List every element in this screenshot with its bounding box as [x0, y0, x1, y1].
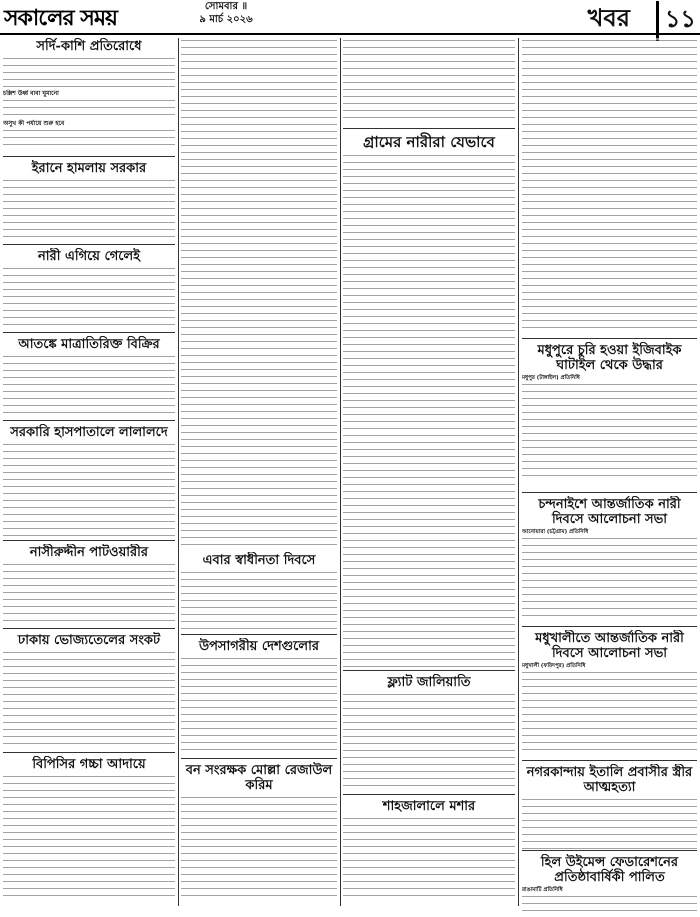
article-headline: নগরকান্দায় ইতালি প্রবাসীর স্ত্রীর আত্মহত্যা [526, 765, 693, 795]
article-body [3, 562, 175, 626]
article-body [181, 38, 337, 546]
article-body [3, 650, 175, 750]
article-headline: আতঙ্কে মাত্রাতিরিক্ত বিক্রির [18, 337, 160, 352]
column-divider [178, 38, 179, 906]
article-body [181, 656, 337, 756]
article-body [522, 670, 697, 750]
article-body [181, 795, 337, 902]
article-subhead: চল্লিশ উর্ধ্ব বাবা ঘুমানো [3, 90, 59, 97]
article-headline: এবার স্বাধীনতা দিবসে [202, 553, 316, 568]
issue-date: ৯ মার্চ ২০২৬ [199, 14, 253, 25]
article-body [343, 692, 515, 792]
article-dateline: মধুখালী (ফরিদপুর) প্রতিনিধি [522, 663, 586, 669]
article [181, 552, 337, 635]
article-body [3, 774, 175, 902]
article-headline: গ্রামের নারীরা যেভাবে [363, 133, 495, 151]
article-body [3, 56, 175, 90]
article-body [343, 153, 515, 667]
masthead [0, 0, 700, 35]
page-number: ১১ [656, 1, 696, 41]
article-body [522, 38, 697, 334]
article [3, 336, 175, 421]
article-headline: বিপিসির গচ্চা আদায়ে [32, 757, 146, 772]
article-headline: মধুখালীতে আন্তর্জাতিক নারী দিবসে আলোচনা সভা [535, 631, 684, 661]
article-headline: হিল উইমেন্স ফেডারেশনের প্রতিষ্ঠাবার্ষিকী পালিত [540, 855, 679, 885]
article [522, 630, 697, 761]
article-body [3, 98, 175, 120]
article-headline: নারী এগিয়ে গেলেই [38, 249, 140, 264]
article-headline: ইরানে হামলায় সরকার [31, 161, 147, 176]
article [3, 424, 175, 541]
article-headline: ঢাকায় ভোজ্যতেলের সংকট [17, 633, 161, 648]
article-body [181, 570, 337, 630]
article [522, 38, 697, 339]
article-subhead: অসুখ কী পর্যায়ে শুরু হবে [3, 120, 65, 127]
article [343, 674, 515, 795]
article-body [522, 894, 697, 912]
article [181, 38, 337, 550]
article [522, 764, 697, 851]
column-divider [340, 38, 341, 906]
article [3, 756, 175, 906]
article [343, 38, 515, 129]
section-title: খবর [587, 3, 630, 32]
article-body [3, 178, 175, 242]
article-dateline: আনোয়ারা (চট্টগ্রাম) প্রতিনিধি [522, 529, 589, 535]
article [3, 38, 175, 157]
left-column [3, 38, 175, 909]
article-body [522, 382, 697, 482]
article [522, 342, 697, 493]
article [181, 762, 337, 902]
article [3, 632, 175, 753]
article-body [522, 797, 697, 851]
article [522, 496, 697, 627]
article-headline: সরকারি হাসপাতালে লালালদে [10, 425, 168, 440]
center-column [343, 38, 515, 909]
article-headline: মধুপুরে চুরি হওয়া ইজিবাইক ঘাটাইল থেকে উদ্ধার [537, 343, 682, 373]
article [3, 544, 175, 629]
article-dateline: রাঙামাটি প্রতিনিধি [522, 887, 563, 893]
article-headline: বন সংরক্ষক মোল্লা রেজাউল করিম [185, 763, 333, 793]
issue-day: সোমবার ॥ [204, 1, 248, 12]
article-headline: নাসীরুদ্দীন পাটওয়ারীর [29, 545, 149, 560]
article-dateline: মধুপুর (টাঙ্গাইল) প্রতিনিধি [522, 375, 580, 381]
article [181, 638, 337, 759]
article-body [522, 536, 697, 616]
article-headline: উপসাগরীয় দেশগুলোর [198, 639, 320, 654]
right-column [522, 38, 697, 917]
article-body [3, 128, 175, 146]
article-headline: শাহজালালে মশার [382, 799, 476, 814]
newspaper-logo: সকালের সময় [4, 5, 118, 31]
article [522, 854, 697, 914]
article-body [3, 266, 175, 330]
article-headline: সর্দি-কাশি প্রতিরোধে [36, 39, 142, 54]
article [3, 160, 175, 245]
article-body [3, 442, 175, 538]
column-divider [518, 38, 519, 906]
article [343, 798, 515, 906]
article-headline: ফ্ল্যাট জালিয়াতি [387, 675, 471, 690]
article-body [343, 816, 515, 902]
article-body [3, 354, 175, 418]
middle-lower [181, 552, 337, 905]
middle-column [181, 38, 337, 553]
article [3, 248, 175, 333]
article-headline: চন্দনাইশে আন্তর্জাতিক নারী দিবসে আলোচনা সভা [538, 497, 681, 527]
article [343, 132, 515, 671]
article-body [343, 38, 515, 124]
